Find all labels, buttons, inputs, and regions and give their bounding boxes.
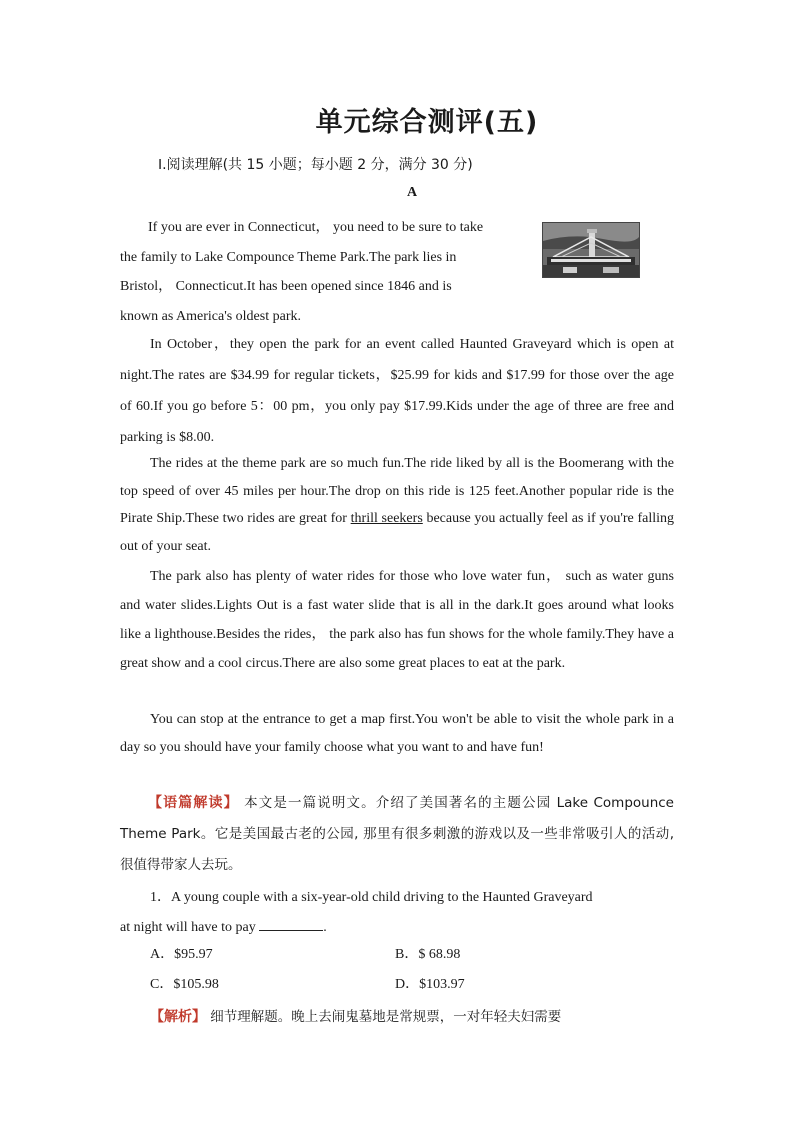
explanation-body: 细节理解题。晚上去闹鬼墓地是常规票，一对年轻夫妇需要	[206, 1009, 562, 1025]
explanation-label: 【解析】	[150, 1009, 206, 1025]
paragraph-3-text	[120, 450, 674, 560]
passage-paragraph-2	[120, 329, 674, 453]
answer-blank[interactable]	[259, 918, 323, 931]
paragraph-1-line-1: If you are ever in Connecticut， you need to be sure to take	[148, 220, 484, 235]
paragraph-4-text: The park also has plenty of water rides for those who love water fun， such as water guns and water slides.Lights Out is a fast water slide that is all in the dark.It goes around what looks like a lighthouse.Besides the rides， the park also has fun shows for the whole family.They have a great show and a cool circus.There are also some great places to eat at the park.	[120, 569, 674, 671]
option-b-label: B．	[395, 947, 419, 962]
option-c-value: $105.98	[173, 977, 219, 992]
option-d-label: D．	[395, 977, 420, 992]
question-1-stem-text: at night will have to pay	[120, 920, 260, 935]
paragraph-1-line-4: known as America's oldest park.	[120, 308, 301, 324]
question-1-stem-line-2	[120, 913, 674, 943]
question-1-explanation	[120, 1003, 674, 1031]
passage-letter: A	[406, 185, 418, 200]
lighthouse-ride-image	[543, 223, 639, 277]
paragraph-3-text-b: because you actually feel as if you're falling out of your seat.	[120, 511, 674, 554]
option-b[interactable]	[395, 943, 460, 963]
section-roman-numeral: Ⅰ	[158, 158, 163, 173]
option-c[interactable]	[150, 973, 219, 993]
option-a[interactable]	[150, 943, 213, 963]
section-heading-text: .阅读理解(共 15 小题；每小题 2 分，满分 30 分)	[162, 157, 473, 173]
paragraph-1-line-2: the family to Lake Compounce Theme Park.The park lies in	[120, 249, 457, 265]
option-a-label: A．	[150, 947, 175, 962]
option-d[interactable]	[395, 973, 465, 993]
theme-park-photo	[542, 222, 640, 278]
underlined-phrase: thrill seekers	[350, 511, 423, 526]
option-c-label: C．	[150, 977, 174, 992]
passage-paragraph-5	[120, 706, 674, 761]
question-1-stem-period: .	[323, 920, 327, 935]
passage-analysis	[120, 788, 674, 881]
option-a-value: $95.97	[174, 947, 213, 962]
explanation-text	[120, 1003, 674, 1031]
section-heading	[158, 154, 473, 174]
analysis-label: 【语篇解读】	[148, 795, 239, 811]
page-title: 单元综合测评(五)	[315, 107, 539, 138]
paragraph-5-text: You can stop at the entrance to get a map first.You won't be able to visit the whole park in a day so you should have your family choose what you want to and have fun!	[120, 712, 674, 755]
option-b-value: $ 68.98	[418, 947, 461, 962]
question-1-stem-line-1: 1．A young couple with a six-year-old child driving to the Haunted Graveyard	[150, 890, 593, 905]
analysis-body: 本文是一篇说明文。介绍了美国著名的主题公园 Lake Compounce Theme Park。它是美国最古老的公园, 那里有很多刺激的游戏以及一些非常吸引人的活动, 很值得带家人去玩。	[120, 795, 674, 873]
paragraph-1-line-3: Bristol， Connecticut.It has been opened since 1846 and is	[120, 279, 452, 294]
analysis-text	[120, 788, 674, 881]
question-1	[120, 883, 674, 943]
passage-paragraph-1	[120, 213, 530, 331]
paragraph-2-text: In October，they open the park for an event called Haunted Graveyard which is open at night.The rates are $34.99 for regular tickets，$25.99 for kids and $17.99 for those over the age of 60.If you go before 5：00 pm，you only pay $17.99.Kids under the age of three are free and parking is $8.00.	[120, 337, 674, 445]
passage-paragraph-4	[120, 562, 674, 678]
passage-paragraph-3	[120, 450, 674, 560]
option-d-value: $103.97	[419, 977, 465, 992]
paragraph-3-text-a: The rides at the theme park are so much fun.The ride liked by all is the Boomerang with the top speed of over 45 miles per hour.The drop on this ride is 125 feet.Another popular ride is the Pirate Ship.These two rides are great for	[120, 456, 674, 526]
